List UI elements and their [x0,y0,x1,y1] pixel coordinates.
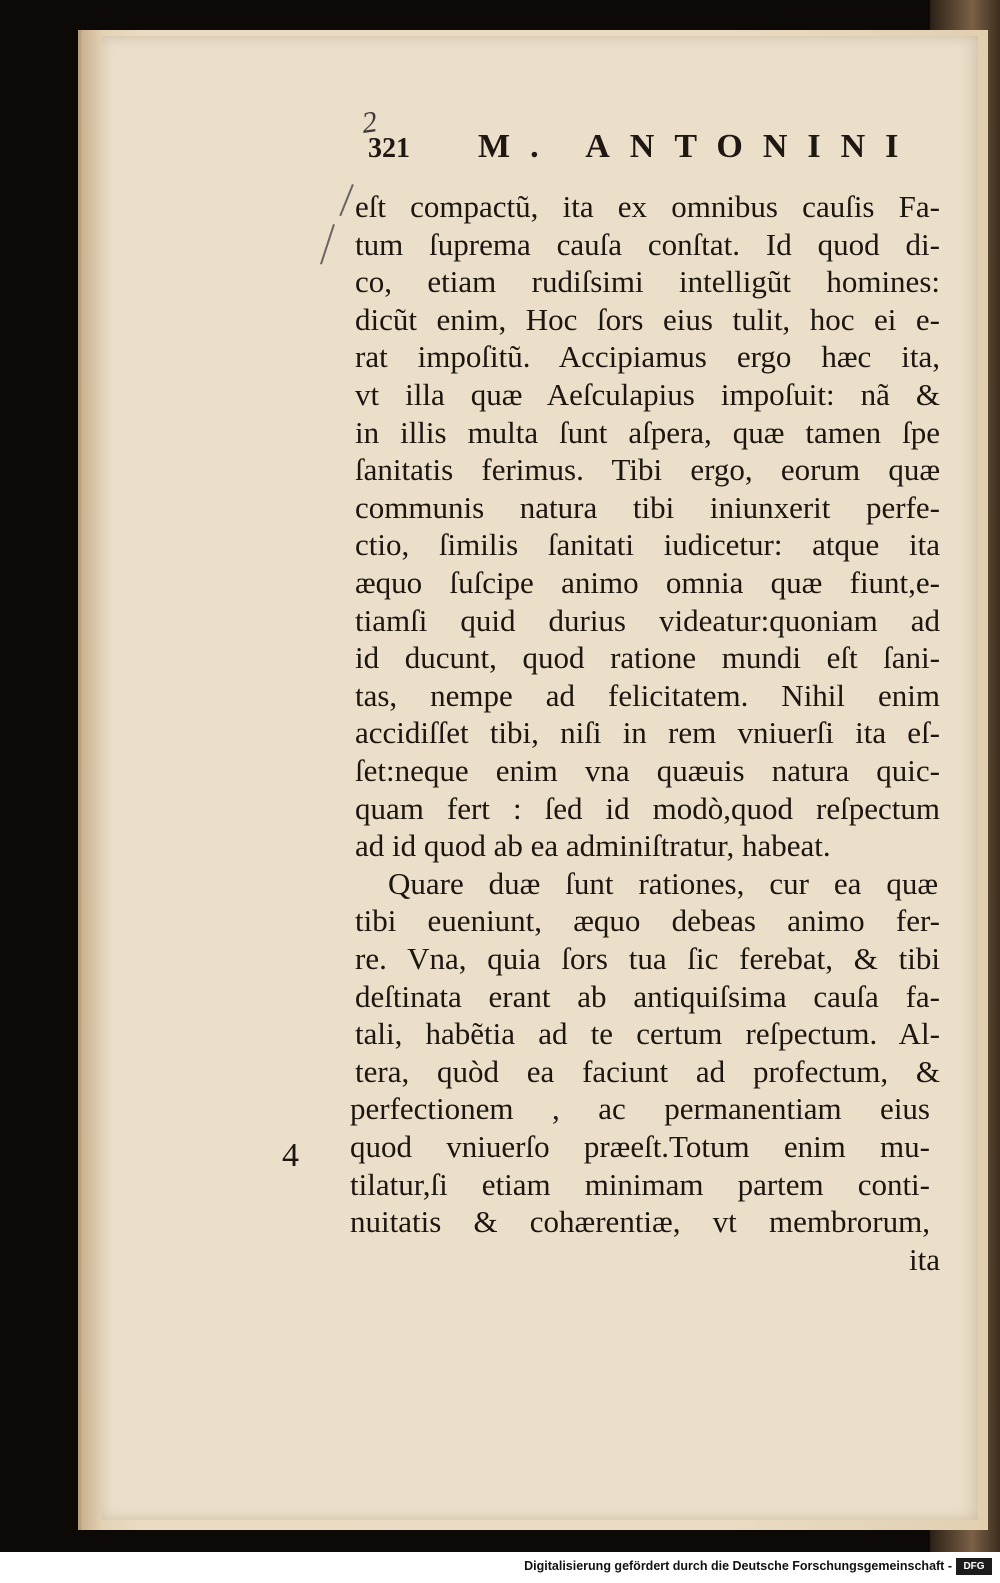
text-line: deſtinata erant ab antiquiſsima cauſa fa- [355,978,940,1014]
text-line: tum ſuprema cauſa conſtat. Id quod di- [355,226,940,262]
text-line: nuitatis & cohærentiæ, vt membrorum, [350,1204,930,1240]
text-line: quam fert : ſed id modò,quod reſpectum [355,790,940,826]
text-line: communis natura tibi iniunxerit perfe- [355,489,940,525]
text-line: ad id quod ab ea adminiſtratur, habeat. [355,828,831,864]
text-line: eſt compactũ, ita ex omnibus cauſis Fa- [355,189,940,224]
pencil-folio-annotation: 2 [359,105,380,140]
text-line: ita [909,1241,940,1277]
text-line: tiamſi quid durius videatur:quoniam ad [355,602,940,638]
text-line: tera, quòd ea faciunt ad profectum, & [355,1053,940,1089]
footer-bar [0,1552,1000,1583]
text-line: tibi eueniunt, æquo debeas animo fer- [355,903,940,939]
text-line: id ducunt, quod ratione mundi eſt ſani- [355,640,940,676]
running-head: M. ANTONINI [478,128,919,165]
text-line: tilatur,ſi etiam minimam partem conti- [350,1166,930,1202]
text-line: perfectionem , ac permanentiam eius [350,1091,930,1127]
text-line: vt illa quæ Aeſculapius impoſuit: nã & [355,377,940,412]
text-line: dicũt enim, Hoc ſors eius tulit, hoc ei e- [355,301,940,337]
text-line: tali, habẽtia ad te certum reſpectum. Al- [355,1016,940,1052]
text-line: ſanitatis ferimus. Tibi ergo, eorum quæ [355,452,940,488]
footer-credit: Digitalisierung gefördert durch die Deutsche Forschungsgemeinschaft - [524,1559,952,1573]
text-line: co, etiam rudiſsimi intelligũt homines: [355,264,940,300]
text-line: re. Vna, quia ſors tua ſic ferebat, & tibi [355,941,940,976]
text-line: ctio, ſimilis ſanitati iudicetur: atque ita [355,527,940,563]
text-line: ſet:neque enim vna quæuis natura quic- [355,753,940,788]
dfg-logo: DFG [956,1558,992,1575]
text-line: tas, nempe ad felicitatem. Nihil enim [355,677,940,713]
text-line: quod vniuerſo præeſt.Totum enim mu- [350,1129,930,1164]
text-line: æquo ſuſcipe animo omnia quæ fiunt,e- [355,565,940,600]
page-number: 321 [368,133,410,164]
margin-section-number: 4 [282,1137,299,1174]
text-line: rat impoſitũ. Accipiamus ergo hæc ita, [355,339,940,375]
text-line: in illis multa ſunt aſpera, quæ tamen ſpe [355,414,940,450]
text-line: Quare duæ ſunt rationes, cur ea quæ [388,865,938,901]
text-line: accidiſſet tibi, niſi in rem vniuerſi ita eſ- [355,715,940,751]
